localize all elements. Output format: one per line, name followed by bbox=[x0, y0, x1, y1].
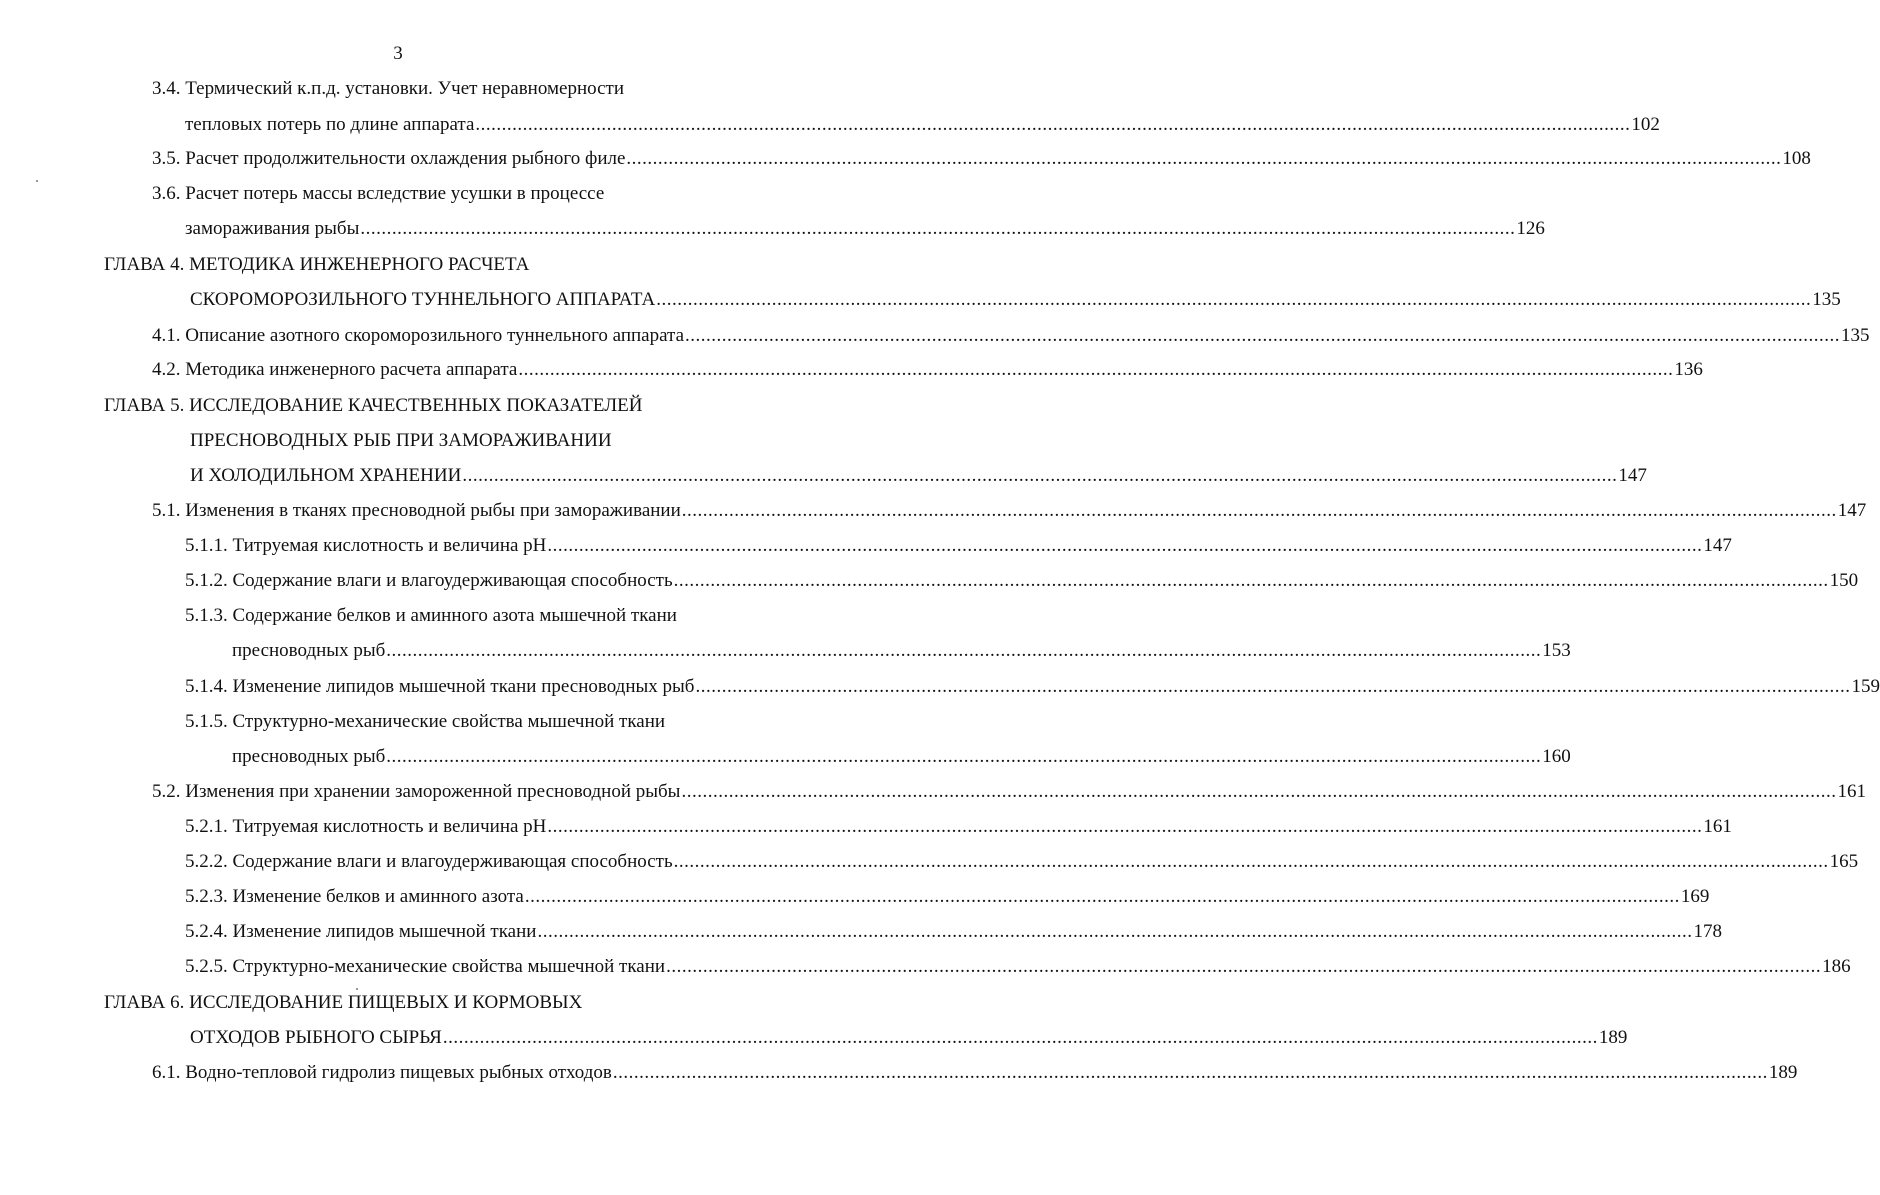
toc-entry-title: 5.1.4. Изменение липидов мышечной ткани пресноводных рыб bbox=[185, 676, 695, 697]
toc-entry bbox=[185, 111, 1660, 139]
toc-dot-leader: ............................................................................................................................................................................................................................ bbox=[524, 886, 1680, 907]
toc-entry bbox=[152, 497, 1867, 525]
toc-entry bbox=[190, 462, 1647, 490]
toc-dot-leader: ............................................................................................................................................................................................................................ bbox=[673, 851, 1829, 872]
toc-entry-title: ГЛАВА 5. ИССЛЕДОВАНИЕ КАЧЕСТВЕННЫХ ПОКАЗАТЕЛЕЙ bbox=[104, 395, 643, 416]
toc-entry-title: 6.1. Водно-тепловой гидролиз пищевых рыбных отходов bbox=[152, 1062, 612, 1083]
toc-entry-page: 150 bbox=[1829, 570, 1859, 591]
toc-dot-leader: ............................................................................................................................................................................................................................ bbox=[626, 148, 1782, 169]
toc-entry-page: 126 bbox=[1516, 218, 1545, 239]
toc-entry-title: И ХОЛОДИЛЬНОМ ХРАНЕНИИ bbox=[190, 465, 462, 486]
toc-entry-page: 186 bbox=[1822, 956, 1851, 977]
toc-entry-title: 5.1. Изменения в тканях пресноводной рыбы при замораживании bbox=[152, 500, 681, 521]
toc-entry bbox=[104, 989, 582, 1017]
page-number: 3 bbox=[393, 43, 403, 64]
toc-entry-page: 189 bbox=[1768, 1062, 1798, 1083]
toc-entry bbox=[185, 883, 1710, 911]
toc-entry bbox=[190, 286, 1841, 314]
toc-entry-title: 5.2.4. Изменение липидов мышечной ткани bbox=[185, 921, 537, 942]
toc-dot-leader: ............................................................................................................................................................................................................................ bbox=[386, 640, 1542, 661]
toc-entry bbox=[152, 322, 1870, 350]
toc-entry-page: 161 bbox=[1703, 816, 1732, 837]
toc-entry-title: замораживания рыбы bbox=[185, 218, 360, 239]
toc-entry bbox=[232, 637, 1571, 665]
toc-entry-title: ГЛАВА 6. ИССЛЕДОВАНИЕ ПИЩЕВЫХ И КОРМОВЫХ bbox=[104, 992, 583, 1013]
toc-entry bbox=[152, 356, 1703, 384]
toc-entry bbox=[190, 1024, 1628, 1052]
toc-dot-leader: ............................................................................................................................................................................................................................ bbox=[547, 535, 1703, 556]
toc-entry bbox=[185, 602, 677, 630]
toc-entry bbox=[185, 215, 1545, 243]
toc-entry-title: 5.2.1. Титруемая кислотность и величина рН bbox=[185, 816, 547, 837]
toc-dot-leader: ............................................................................................................................................................................................................................ bbox=[518, 359, 1674, 380]
toc-entry-title: 5.1.2. Содержание влаги и влагоудерживающая способность bbox=[185, 570, 673, 591]
toc-entry-page: 102 bbox=[1631, 114, 1660, 135]
toc-entry-page: 165 bbox=[1829, 851, 1859, 872]
toc-entry bbox=[185, 708, 665, 736]
scan-speck bbox=[356, 988, 358, 990]
toc-entry-page: 147 bbox=[1837, 500, 1867, 521]
toc-entry bbox=[104, 251, 529, 279]
toc-entry-title: 3.4. Термический к.п.д. установки. Учет неравномерности bbox=[152, 78, 624, 99]
toc-dot-leader: ............................................................................................................................................................................................................................ bbox=[462, 465, 1618, 486]
toc-dot-leader: ............................................................................................................................................................................................................................ bbox=[685, 325, 1841, 346]
toc-entry-page: 147 bbox=[1703, 535, 1732, 556]
toc-entry-title: 5.1.3. Содержание белков и аминного азота мышечной ткани bbox=[185, 605, 677, 626]
toc-entry-title: ГЛАВА 4. МЕТОДИКА ИНЖЕНЕРНОГО РАСЧЕТА bbox=[104, 254, 530, 275]
toc-dot-leader: ............................................................................................................................................................................................................................ bbox=[681, 500, 1837, 521]
toc-entry bbox=[152, 75, 624, 103]
toc-dot-leader: ............................................................................................................................................................................................................................ bbox=[612, 1062, 1768, 1083]
toc-dot-leader: ............................................................................................................................................................................................................................ bbox=[537, 921, 1693, 942]
toc-entry bbox=[152, 778, 1866, 806]
toc-entry bbox=[232, 743, 1571, 771]
toc-entry bbox=[185, 953, 1851, 981]
toc-entry-page: 108 bbox=[1782, 148, 1811, 169]
toc-entry-page: 169 bbox=[1680, 886, 1710, 907]
toc-entry-title: 5.2.5. Структурно-механические свойства мышечной ткани bbox=[185, 956, 666, 977]
toc-dot-leader: ............................................................................................................................................................................................................................ bbox=[547, 816, 1703, 837]
toc-entry bbox=[190, 427, 612, 455]
toc-dot-leader: ............................................................................................................................................................................................................................ bbox=[681, 781, 1837, 802]
toc-dot-leader: ............................................................................................................................................................................................................................ bbox=[656, 289, 1812, 310]
toc-entry-page: 135 bbox=[1841, 325, 1870, 346]
toc-entry-page: 161 bbox=[1837, 781, 1866, 802]
toc-entry bbox=[185, 918, 1722, 946]
toc-entry bbox=[152, 180, 604, 208]
toc-entry-title: 5.2.3. Изменение белков и аминного азота bbox=[185, 886, 524, 907]
toc-entry-page: 160 bbox=[1542, 746, 1571, 767]
toc-dot-leader: ............................................................................................................................................................................................................................ bbox=[673, 570, 1829, 591]
toc-dot-leader: ............................................................................................................................................................................................................................ bbox=[695, 676, 1851, 697]
toc-entry-page: 135 bbox=[1812, 289, 1841, 310]
toc-entry-title: СКОРОМОРОЗИЛЬНОГО ТУННЕЛЬНОГО АППАРАТА bbox=[190, 289, 656, 310]
scan-speck bbox=[36, 180, 38, 182]
toc-entry-title: 3.5. Расчет продолжительности охлаждения рыбного филе bbox=[152, 148, 626, 169]
toc-entry-title: 4.2. Методика инженерного расчета аппарата bbox=[152, 359, 518, 380]
toc-entry-title: пресноводных рыб bbox=[232, 746, 386, 767]
toc-entry-page: 147 bbox=[1618, 465, 1647, 486]
toc-entry-title: 5.1.1. Титруемая кислотность и величина рН bbox=[185, 535, 547, 556]
toc-entry-title: ОТХОДОВ РЫБНОГО СЫРЬЯ bbox=[190, 1027, 442, 1048]
toc-dot-leader: ............................................................................................................................................................................................................................ bbox=[360, 218, 1516, 239]
toc-entry-title: пресноводных рыб bbox=[232, 640, 386, 661]
toc-entry-title: 5.2.2. Содержание влаги и влагоудерживающая способность bbox=[185, 851, 673, 872]
toc-entry-page: 136 bbox=[1674, 359, 1703, 380]
toc-entry bbox=[185, 848, 1859, 876]
toc-dot-leader: ............................................................................................................................................................................................................................ bbox=[666, 956, 1822, 977]
toc-entry-title: тепловых потерь по длине аппарата bbox=[185, 114, 475, 135]
toc-entry bbox=[152, 1059, 1798, 1087]
toc-entry-title: 4.1. Описание азотного скороморозильного туннельного аппарата bbox=[152, 325, 685, 346]
toc-entry bbox=[185, 813, 1732, 841]
toc-dot-leader: ............................................................................................................................................................................................................................ bbox=[442, 1027, 1598, 1048]
toc-entry-page: 159 bbox=[1851, 676, 1880, 697]
toc-entry bbox=[152, 145, 1811, 173]
toc-entry bbox=[185, 673, 1880, 701]
toc-entry-title: 3.6. Расчет потерь массы вследствие усушки в процессе bbox=[152, 183, 605, 204]
toc-entry bbox=[185, 567, 1859, 595]
toc-dot-leader: ............................................................................................................................................................................................................................ bbox=[386, 746, 1542, 767]
toc-entry bbox=[104, 392, 643, 420]
toc-entry bbox=[185, 532, 1732, 560]
toc-entry-page: 189 bbox=[1598, 1027, 1628, 1048]
toc-entry-title: 5.2. Изменения при хранении замороженной пресноводной рыбы bbox=[152, 781, 681, 802]
toc-entry-page: 178 bbox=[1693, 921, 1722, 942]
toc-dot-leader: ............................................................................................................................................................................................................................ bbox=[475, 114, 1631, 135]
toc-entry-title: 5.1.5. Структурно-механические свойства мышечной ткани bbox=[185, 711, 666, 732]
toc-entry-title: ПРЕСНОВОДНЫХ РЫБ ПРИ ЗАМОРАЖИВАНИИ bbox=[190, 430, 612, 451]
toc-entry-page: 153 bbox=[1542, 640, 1571, 661]
